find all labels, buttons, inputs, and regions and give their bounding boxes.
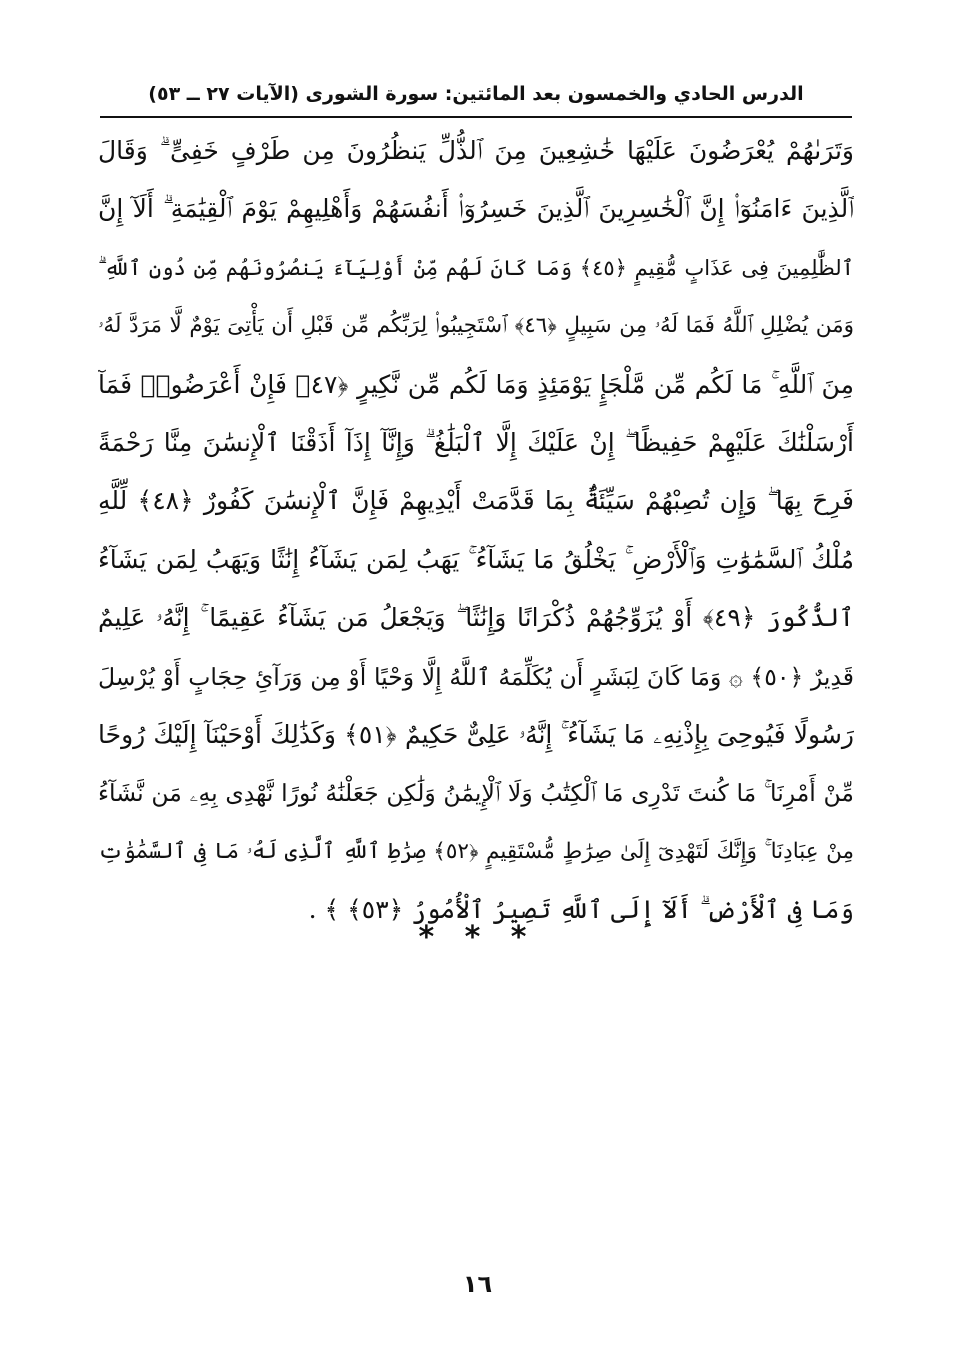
text-line: مِنَ ٱللَّهِ ۚ مَا لَكُم مِّن مَّلْجَإٍ يَوْمَئِذٍ وَمَا لَكُم مِّن نَّكِيرٍ ﴿٤٧﴾ فَإِنْ أَعْرَضُوا۟ فَمَآ xyxy=(98,369,854,399)
text-line: مِّنْ أَمْرِنَا ۚ مَا كُنتَ تَدْرِى مَا ٱلْكِتَٰبُ وَلَا ٱلْإِيمَٰنُ وَلَٰكِن جَعَلْنَٰهُ نُورًا نَّهْدِى بِهِۦ مَن نَّشَآءُ xyxy=(98,779,854,808)
text-line: وَتَرَىٰهُمْ يُعْرَضُونَ عَلَيْهَا خَٰشِعِينَ مِنَ ٱلذُّلِّ يَنظُرُونَ مِن طَرْفٍ خَفِىٍّ ۗ وَقَالَ xyxy=(98,136,854,165)
text-line: قَدِيرٌ ﴿٥٠﴾ ۞ وَمَا كَانَ لِبَشَرٍ أَن يُكَلِّمَهُ ٱللَّهُ إِلَّا وَحْيًا أَوْ مِن وَرَآئِ حِجَابٍ أَوْ يُرْسِلَ xyxy=(98,662,854,691)
text-line: وَمَن يُضْلِلِ ٱللَّهُ فَمَا لَهُۥ مِن سَبِيلٍ ﴿٤٦﴾ ٱسْتَجِيبُوا۟ لِرَبِّكُم مِّن قَبْلِ أَن يَأْتِىَ يَوْمٌ لَّا مَرَدَّ لَهُۥ xyxy=(98,313,854,339)
header-rule xyxy=(100,116,852,118)
text-line: مِنْ عِبَادِنَا ۚ وَإِنَّكَ لَتَهْدِىٓ إِلَىٰ صِرَٰطٍ مُّسْتَقِيمٍ ﴿٥٢﴾ صِرَٰطِ ٱللَّهِ ٱلَّذِى لَهُۥ مَا فِى ٱلسَّمَٰوَٰتِ xyxy=(98,838,854,864)
page-number: ١٦ xyxy=(462,1270,493,1298)
quran-text-block xyxy=(98,122,854,939)
section-separator: * * * xyxy=(418,920,537,955)
text-line: ٱلَّذِينَ ءَامَنُوٓا۟ إِنَّ ٱلْخَٰسِرِينَ ٱلَّذِينَ خَسِرُوٓا۟ أَنفُسَهُمْ وَأَهْلِيهِمْ يَوْمَ ٱلْقِيَٰمَةِ ۗ أَلَآ إِنَّ xyxy=(98,194,854,224)
running-header: الدرس الحادي والخمسون بعد المائتين: سورة الشورى (الآيات ٢٧ ــ ٥٣) xyxy=(148,83,804,105)
text-line: مُلْكُ ٱلسَّمَٰوَٰتِ وَٱلْأَرْضِ ۚ يَخْلُقُ مَا يَشَآءُ ۚ يَهَبُ لِمَن يَشَآءُ إِنَٰثًا وَيَهَبُ لِمَن يَشَآءُ xyxy=(98,544,854,574)
text-line: أَرْسَلْنَٰكَ عَلَيْهِمْ حَفِيظًا ۖ إِنْ عَلَيْكَ إِلَّا ٱلْبَلَٰغُ ۗ وَإِنَّآ إِذَآ أَذَقْنَا ٱلْإِنسَٰنَ مِنَّا رَحْمَةً xyxy=(98,427,854,457)
text-line: فَرِحَ بِهَا ۖ وَإِن تُصِبْهُمْ سَيِّئَةٌۢ بِمَا قَدَّمَتْ أَيْدِيهِمْ فَإِنَّ ٱلْإِنسَٰنَ كَفُورٌ ﴿٤٨﴾ لِّلَّهِ xyxy=(98,486,854,516)
text-line: ٱلذُّكُورَ ﴿٤٩﴾ أَوْ يُزَوِّجُهُمْ ذُكْرَانًا وَإِنَٰثًا ۖ وَيَجْعَلُ مَن يَشَآءُ عَقِيمًا ۚ إِنَّهُۥ عَلِيمٌ xyxy=(98,603,854,633)
text-line: ٱلظَّٰلِمِينَ فِى عَذَابٍ مُّقِيمٍ ﴿٤٥﴾ وَمَا كَانَ لَهُم مِّنْ أَوْلِيَآءَ يَنصُرُونَهُم مِّن دُونِ ٱللَّهِ ۗ xyxy=(98,255,854,280)
text-line: رَسُولًا فَيُوحِىَ بِإِذْنِهِۦ مَا يَشَآءُ ۚ إِنَّهُۥ عَلِىٌّ حَكِيمٌ ﴿٥١﴾ وَكَذَٰلِكَ أَوْحَيْنَآ إِلَيْكَ رُوحًا xyxy=(98,719,854,749)
text-line-last: وَمَا فِى ٱلْأَرْضِ ۗ أَلَآ إِلَى ٱللَّهِ تَصِيرُ ٱلْأُمُورُ ﴿٥٣﴾ ﴾ . xyxy=(308,895,854,925)
